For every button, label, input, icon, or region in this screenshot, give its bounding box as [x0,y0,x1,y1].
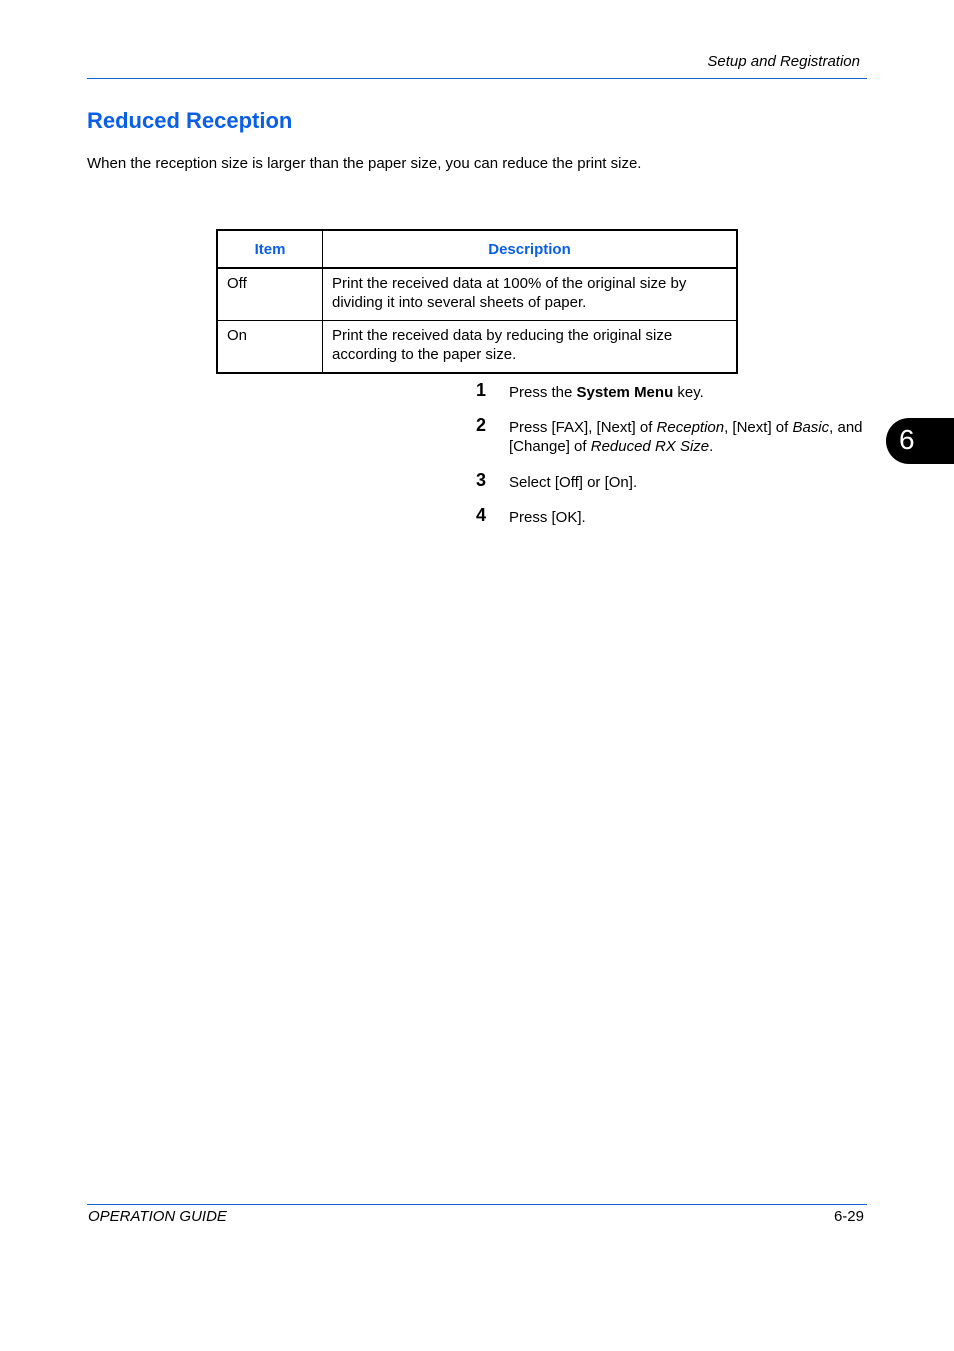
table-cell-item: On [217,321,323,374]
footer-rule [87,1204,867,1205]
table-row [217,321,737,374]
step-number: 3 [476,470,487,490]
footer-guide-title: OPERATION GUIDE [88,1208,227,1225]
table-cell-description: Print the received data at 100% of the original size by dividing it into several sheets of paper. [323,268,738,321]
table-row [217,268,737,321]
page-title: Reduced Reception [87,108,293,133]
step-number: 4 [476,505,487,525]
step-item [476,505,866,527]
column-header-description: Description [323,230,738,268]
chapter-number: 6 [899,424,915,455]
column-header-item: Item [217,230,323,268]
intro-paragraph: When the reception size is larger than the paper size, you can reduce the print size. [87,155,642,172]
step-text: Press [OK]. [509,509,586,526]
table-cell-description: Print the received data by reducing the original size according to the paper size. [323,321,738,374]
footer-page-number: 6-29 [833,1208,864,1225]
step-item [476,470,866,492]
step-item [476,415,866,456]
header-rule [87,78,867,79]
settings-table [216,229,738,374]
step-text: Select [Off] or [On]. [509,474,638,491]
chapter-tab [886,418,954,464]
step-number: 1 [476,380,487,400]
step-text: Press [FAX], [Next] of Reception, [Next] of Basic, and [Change] of Reduced RX Size. [509,419,863,455]
step-item [476,380,866,402]
table-cell-item: Off [217,268,323,321]
table-header-row [217,230,737,268]
step-number: 2 [476,415,487,435]
step-text: Press the System Menu key. [509,384,704,401]
procedure-steps [476,380,866,527]
running-header: Setup and Registration [707,53,860,70]
